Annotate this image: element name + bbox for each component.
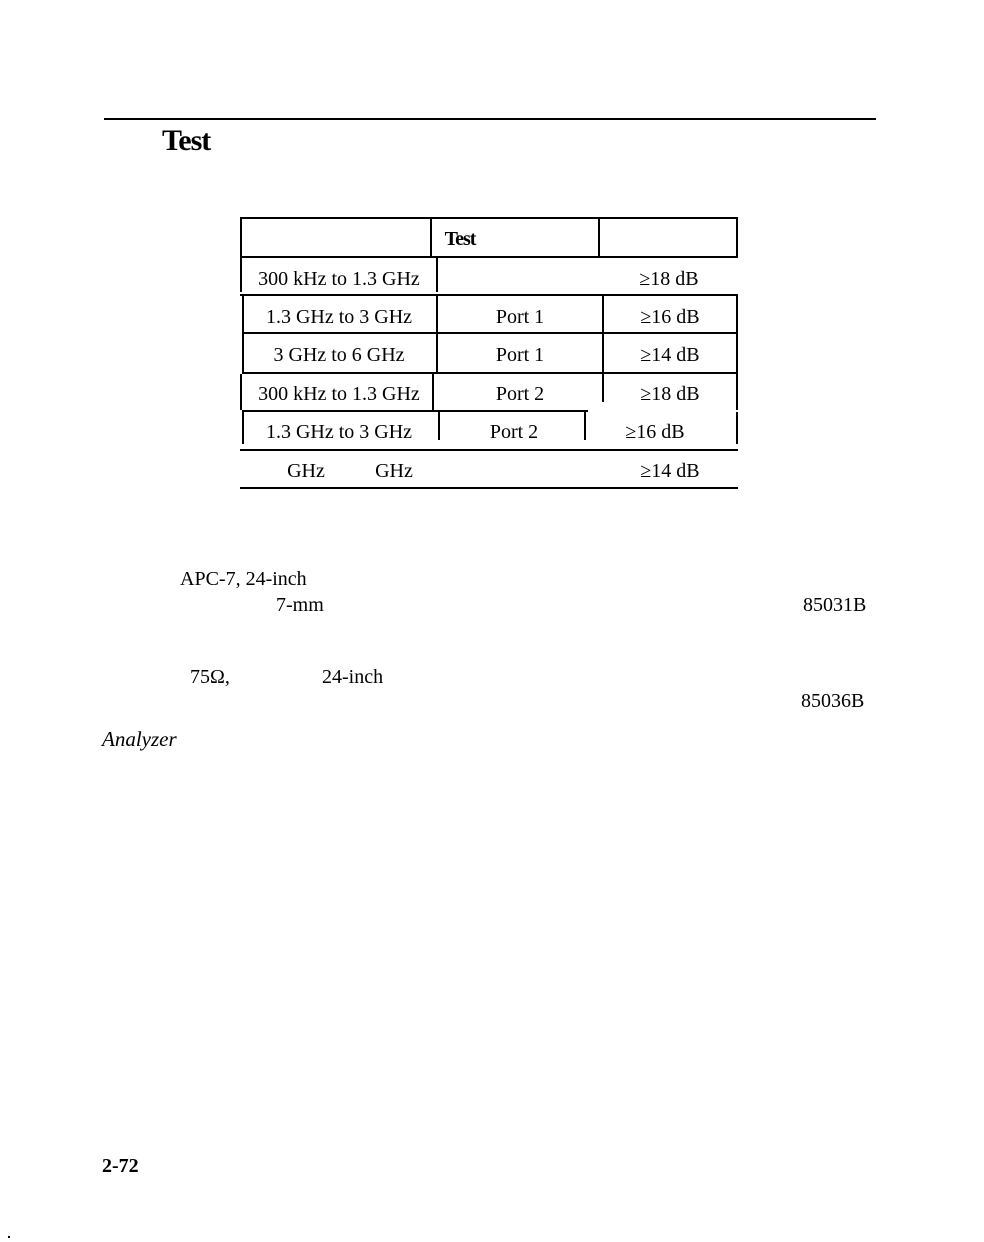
- row1-frequency: 300 kHz to 1.3 GHz: [258, 268, 420, 290]
- return-loss-table: [240, 217, 738, 490]
- row4-spec: ≥18 dB: [640, 383, 700, 405]
- row3-frequency: 3 GHz to 6 GHz: [273, 344, 405, 366]
- top-rule: [104, 118, 876, 120]
- part-number-85031b: 85031B: [803, 594, 867, 616]
- row5-frequency: 1.3 GHz to 3 GHz: [265, 421, 413, 443]
- row3-spec: ≥14 dB: [640, 344, 700, 366]
- cable-line1: APC-7, 24-inch: [180, 568, 307, 590]
- row1-spec: ≥18 dB: [639, 268, 699, 290]
- page-number: 2-72: [102, 1155, 139, 1177]
- section-heading: Test: [162, 124, 211, 157]
- part-number-85036b: 85036B: [801, 690, 865, 712]
- row4-frequency: 300 kHz to 1.3 GHz: [258, 383, 420, 405]
- header-test: Test: [444, 228, 476, 250]
- row2-port: Port 1: [495, 306, 545, 328]
- analyzer-label: Analyzer: [102, 727, 177, 751]
- row4-port: Port 2: [495, 383, 545, 405]
- row5-spec: ≥16 dB: [625, 421, 685, 443]
- row6-freq-b: GHz: [375, 460, 413, 482]
- row5-port: Port 2: [489, 421, 539, 443]
- row3-port: Port 1: [495, 344, 545, 366]
- row6-spec: ≥14 dB: [640, 460, 700, 482]
- cable-line2: 7-mm: [276, 594, 324, 616]
- row2-spec: ≥16 dB: [640, 306, 700, 328]
- row2-frequency: 1.3 GHz to 3 GHz: [265, 306, 413, 328]
- scan-mark: [8, 1236, 10, 1238]
- row6-freq-a: GHz: [287, 460, 325, 482]
- cable-line3a: 75Ω,: [190, 666, 230, 688]
- cable-line3b: 24-inch: [322, 666, 384, 688]
